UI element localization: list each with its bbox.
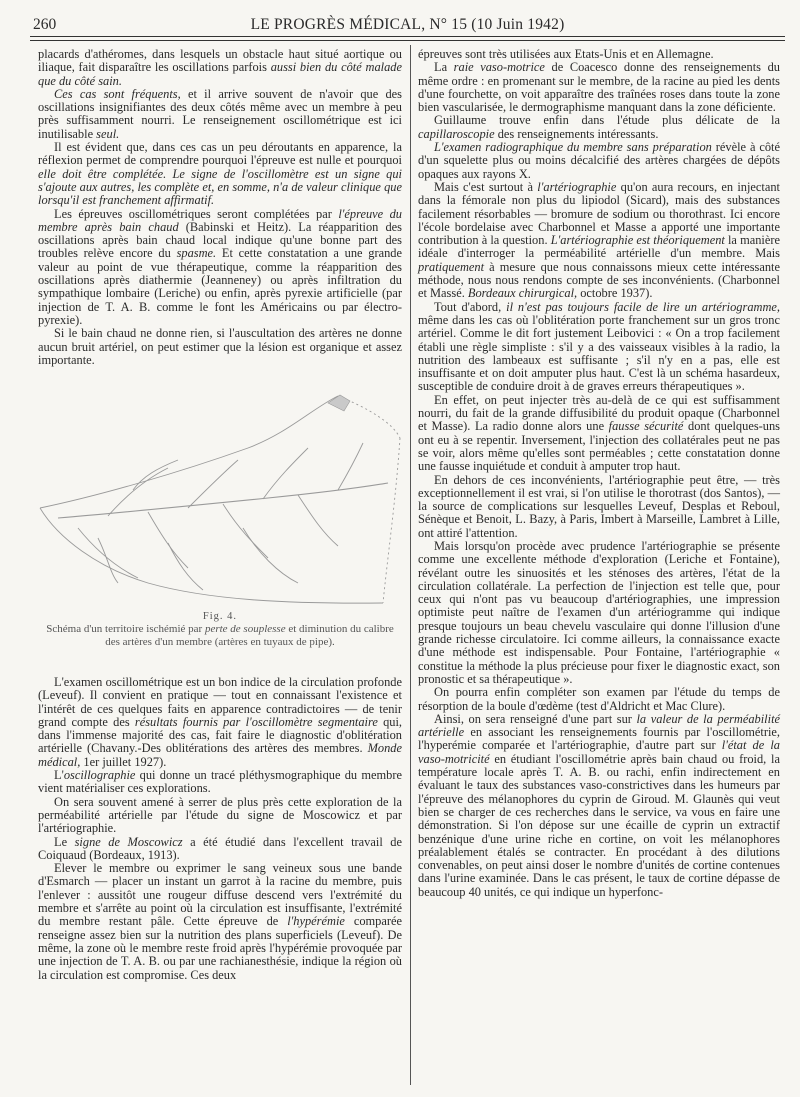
paragraph: Elever le membre ou exprimer le sang veineux sous une bande d'Esmarch — placer un instant un garrot à la racine du membre, puis l'enlever : aussitôt une rougeur diffuse descend vers l'extrémité du membre et s'arrête au point où la circulation est insuffisante, l'extrémité du membre restant pâle. Cette épreuve de l'hypérémie comparée renseigne assez bien sur la nutrition des plans superficiels (Leveuf). De même, la zone où le membre reste froid après l'hypérémie provoquée par une injection de T. A. B. ou par une rachianesthésie, indique la région où la circulation est compromise. Ces deux bbox=[38, 861, 402, 982]
column-divider bbox=[410, 45, 411, 1085]
paragraph: Le signe de Moscowicz a été étudié dans l'excellent travail de Coiquaud (Bordeaux, 1913). bbox=[38, 834, 402, 862]
paragraph: On sera souvent amené à serrer de plus près cette exploration de la perméabilité artérielle par l'étude du signe de Moscowicz et par l'artériographie. bbox=[38, 794, 402, 836]
paragraph: L'examen oscillométrique est un bon indice de la circulation profonde (Leveuf). Il convient en pratique — tout en connaissant l'existence et l'intérêt de ces quelques faits en apparence contradictoires — de tenir grand compte des résultats fournis par l'oscillomètre segmentaire qui, dans l'immense majorité des cas, fait faire le diagnostic d'oblitération artérielle (Chavany.-Des oblitérations des artères des membres. Monde médical, 1er juillet 1927). bbox=[38, 675, 403, 769]
header-rule-thin bbox=[30, 40, 785, 41]
paragraph: La raie vaso-motrice de Coacesco donne des renseignements du même ordre : en promenant sur le membre, de la racine au pied les dents d'une fourchette, on voit apparaître des traînées roses dans toute la zone bien vascularisée, le dermographisme manquant dans la zone déficiente. bbox=[418, 60, 780, 115]
paragraph: En effet, on peut injecter très au-delà de ce qui est suffisamment nourri, du fait de la grande diffusibilité du produit opaque (Charbonnel et Masse). La radio donne alors une fausse sécurité dont quelques-uns ont eu à se repentir. Inversement, l'injection des collatérales peut ne pas se voir, alors même qu'elles sont perméables ; cette constatation donne une fausse inquiétude et conduit à amputer trop haut. bbox=[418, 392, 780, 474]
left-column-top bbox=[38, 48, 402, 367]
paragraph: Si le bain chaud ne donne rien, si l'auscultation des artères ne donne aucun bruit artériel, on peut estimer que la lésion est organique et assez importante. bbox=[38, 326, 402, 367]
journal-title: LE PROGRÈS MÉDICAL, N° 15 (10 Juin 1942) bbox=[250, 16, 565, 33]
paragraph: Ces cas sont fréquents, et il arrive souvent de n'avoir que des oscillations insignifiantes des deux côtés même avec un membre à peu près suffisamment nourri. Le renseignement oscillométrique est ici inutilisable seul. bbox=[38, 86, 402, 141]
hatched-zone bbox=[328, 395, 350, 411]
paragraph: Mais c'est surtout à l'artériographie qu'on aura recours, en injectant dans la fémorale non plus du lipiodol (Sicard), mais des substances facilement résorbables — bromure de sodium ou thorothrast. Ici encore l'école bordelaise avec Charbonnel et Masse a apporté une importante contribution à la question. L'artériographie est théoriquement la manière idéale d'interroger la perméabilité artérielle d'un membre. Mais pratiquement à mesure que nous connaissons mieux cette intéressante méthode, nous nous rendons compte de ses inconvénients. (Charbonnel et Massé. Bordeaux chirurgical, octobre 1937). bbox=[418, 179, 780, 301]
paragraph: Mais lorsqu'on procède avec prudence l'artériographie se présente comme une excellente méthode d'exploration (Leriche et Fontaine), révélant outre les sinuosités et les sténoses des artères, l'état de la circulation collatérale. La perfection de l'injection est telle que, pour ceux qui n'ont pas vu beaucoup d'artériographies, une impression optimiste peut naître de l'examen d'un artériogramme qui indique presque toujours un beau chevelu vasculaire qui donne l'illusion d'une grande richesse circulatoire. Ici comme ailleurs, la connaissance exacte d'une méthode est indispensable. Pour Fontaine, l'artériographie « constitue la méthode la plus précieuse pour fixer le diagnostic exact, son pronostic et sa thérapeutique ». bbox=[418, 538, 780, 686]
page-header bbox=[30, 10, 785, 36]
right-column bbox=[418, 48, 780, 899]
figure-artery-schema bbox=[38, 378, 402, 608]
page-number: 260 bbox=[33, 16, 57, 33]
left-column-bottom bbox=[38, 676, 402, 982]
paragraph: épreuves sont très utilisées aux Etats-Unis et en Allemagne. bbox=[418, 47, 714, 61]
figure-label: Fig. 4. bbox=[202, 611, 238, 622]
paragraph: Les épreuves oscillométriques seront complétées par l'épreuve du membre après bain chaud (Babinski et Heitz). La réapparition des oscillations après bain chaud local indique qu'une bonne part des troubles relève encore du spasme. Et cette constatation a une grande valeur au point de vue thérapeutique, comme la réapparition des oscillations après diathermie (Jeanneney) ou après infiltration du sympathique lombaire (Leriche) ou enfin, après pyrexie artificielle (par injection de T. A. B. comme le font les Américains ou par électro-pyrexie). bbox=[38, 206, 402, 327]
paragraph: Ainsi, on sera renseigné d'une part sur la valeur de la perméabilité artérielle en associant les renseignements fournis par l'oscillométrie, l'hyperémie comparée et l'artériographie, d'autre part sur l'état de la vaso-motricité en étudiant l'oscillométrie après bain chaud ou froid, la température locale après T. A. B. ou rachi, enfin indirectement en évaluant le taux des substances vaso-constrictives dans les humeurs par l'épreuve des mélanophores du cyprin de Giroud. M. Glaunès qui veut bien se charger de ces recherches dans le service, va vous en faire une démonstration. Si l'on dépose sur une écaille de cyprin un extractif benzénique d'une urine riche en cortine, on voit les mélanophores préalablement étalés se contracter. En procédant à des dilutions convenables, on peut ainsi doser le nombre d'unités de cortine contenues dans l'urine examinée. Dans le cas présent, le taux de cortine dépasse de beaucoup 40 unités, ce qui indique un hyperfonc- bbox=[418, 711, 781, 899]
paragraph: Tout d'abord, il n'est pas toujours facile de lire un artériogramme, même dans les cas où l'oblitération porte franchement sur un gros tronc artériel. Comme le dit fort justement Leibovici : « On a trop facilement établi une règle simpliste : s'il y a des vaisseaux visibles à la radio, la nutrition des lambeaux est suffisante ; s'il n'y en a pas, elle est insuffisante et on doit amputer plus haut. C'est là un schéma hasardeux, susceptible de conduire droit à de graves erreurs thérapeutiques ». bbox=[418, 299, 781, 394]
figure-caption bbox=[38, 610, 402, 649]
paragraph: Guillaume trouve enfin dans l'étude plus délicate de la capillaroscopie des renseignements intéressants. bbox=[418, 113, 780, 141]
paragraph: L'oscillographie qui donne un tracé pléthysmographique du membre vient matérialiser ces explorations. bbox=[38, 768, 402, 796]
paragraph: L'examen radiographique du membre sans préparation révèle à côté d'un squelette plus ou moins décalcifié des artères chargées de dépôts opaques aux rayons X. bbox=[418, 140, 780, 181]
paragraph: On pourra enfin compléter son examen par l'étude du temps de résorption de la boule d'œdème (test d'Aldricht et Mac Clure). bbox=[418, 685, 780, 713]
paragraph: Il est évident que, dans ces cas un peu déroutants en apparence, la réflexion permet de comprendre pourquoi l'épreuve est nulle et pourquoi elle doit être complétée. Le signe de l'oscillomètre est un signe qui s'ajoute aux autres, les complète et, en somme, n'a de valeur clinique que lorsqu'il est franchement affirmatif. bbox=[38, 140, 402, 208]
paragraph: En dehors de ces inconvénients, l'artériographie peut être, — très exceptionnellement il est vrai, si l'on utilise le thorotrast (dos Santos), — la source de complications sur lesquelles Leveuf, Desplas et Reboul, Sénèque et Benoit, L. Bazy, à Paris, Imbert à Marseille, Lambret à Lille, ont attiré l'attention. bbox=[418, 472, 780, 540]
paragraph: placards d'athéromes, dans lesquels un obstacle haut situé aortique ou iliaque, fait disparaître les oscillations parfois aussi bien du côté malade que du côté sain. bbox=[38, 47, 402, 88]
figure-caption-text: Schéma d'un territoire ischémié par perte de souplesse et diminution du calibre des artères d'un membre (artères en tuyaux de pipe). bbox=[46, 623, 394, 648]
header-rule bbox=[30, 36, 785, 37]
